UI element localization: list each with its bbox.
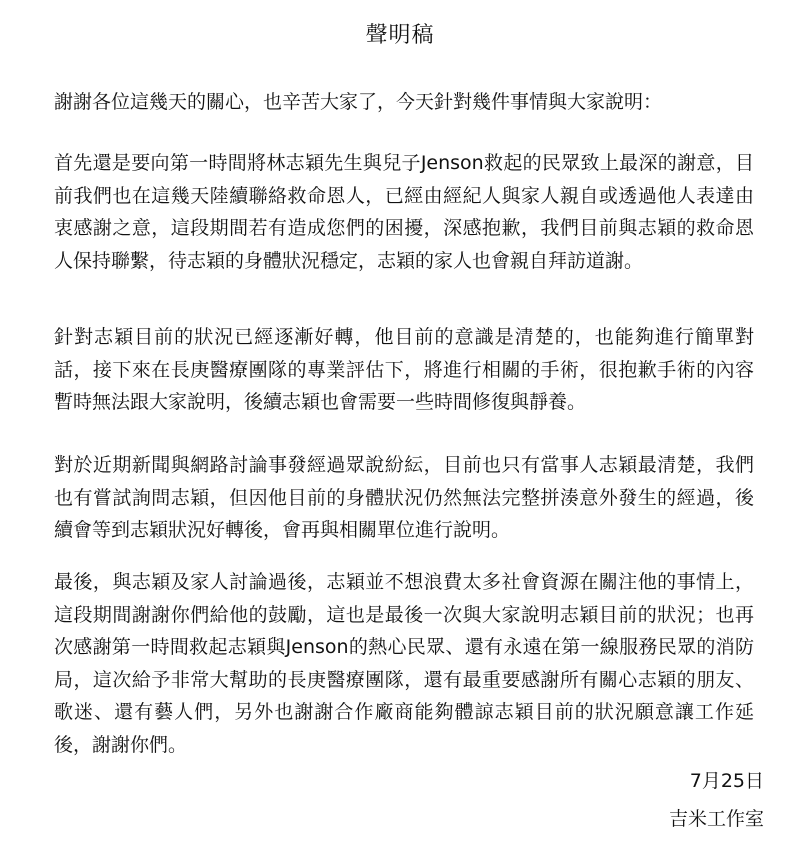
paragraph-thanks-rescuers: 首先還是要向第一時間將林志穎先生與兒子Jenson救起的民眾致上最深的謝意，目前我們也在這幾天陸續聯絡救命恩人，已經由經紀人與家人親自或透過他人表達由衷感謝之意，這段期間若有造成您們的困擾，深感抱歉，我們目前與志穎的救命恩人保持聯繫，待志穎的身體狀況穩定，志穎的家人也會親自拜訪道謝。 bbox=[54, 152, 754, 272]
statement-signature: 吉米工作室 bbox=[668, 808, 764, 830]
greeting-paragraph: 謝謝各位這幾天的關心，也辛苦大家了，今天針對幾件事情與大家說明： bbox=[54, 91, 663, 113]
paragraph-incident-details: 對於近期新聞與網路討論事發經過眾說紛紜，目前也只有當事人志穎最清楚，我們也有嘗試詢問志穎，但因他目前的身體狀況仍然無法完整拼湊意外發生的經過，後續會等到志穎狀況好轉後，會再與相關單位進行說明。 bbox=[54, 454, 754, 541]
page-title: 聲明稿 bbox=[365, 23, 435, 48]
paragraph-condition-update: 針對志穎目前的狀況已經逐漸好轉，他目前的意識是清楚的，也能夠進行簡單對話，接下來在長庚醫療團隊的專業評估下，將進行相關的手術，很抱歉手術的內容暫時無法跟大家說明，後續志穎也會需要一些時間修復與靜養。 bbox=[54, 326, 754, 413]
statement-date: 7月25日 bbox=[689, 770, 764, 792]
paragraph-closing-thanks: 最後，與志穎及家人討論過後，志穎並不想浪費太多社會資源在關注他的事情上，這段期間謝謝你們給他的鼓勵，這也是最後一次與大家說明志穎目前的狀況；也再次感謝第一時間救起志穎與Jenson的熱心民眾、還有永遠在第一線服務民眾的消防局，這次給予非常大幫助的長庚醫療團隊，還有最重要感謝所有關心志穎的朋友、歌迷、還有藝人們，另外也謝謝合作廠商能夠體諒志穎目前的狀況願意讓工作延後，謝謝你們。 bbox=[54, 571, 754, 756]
